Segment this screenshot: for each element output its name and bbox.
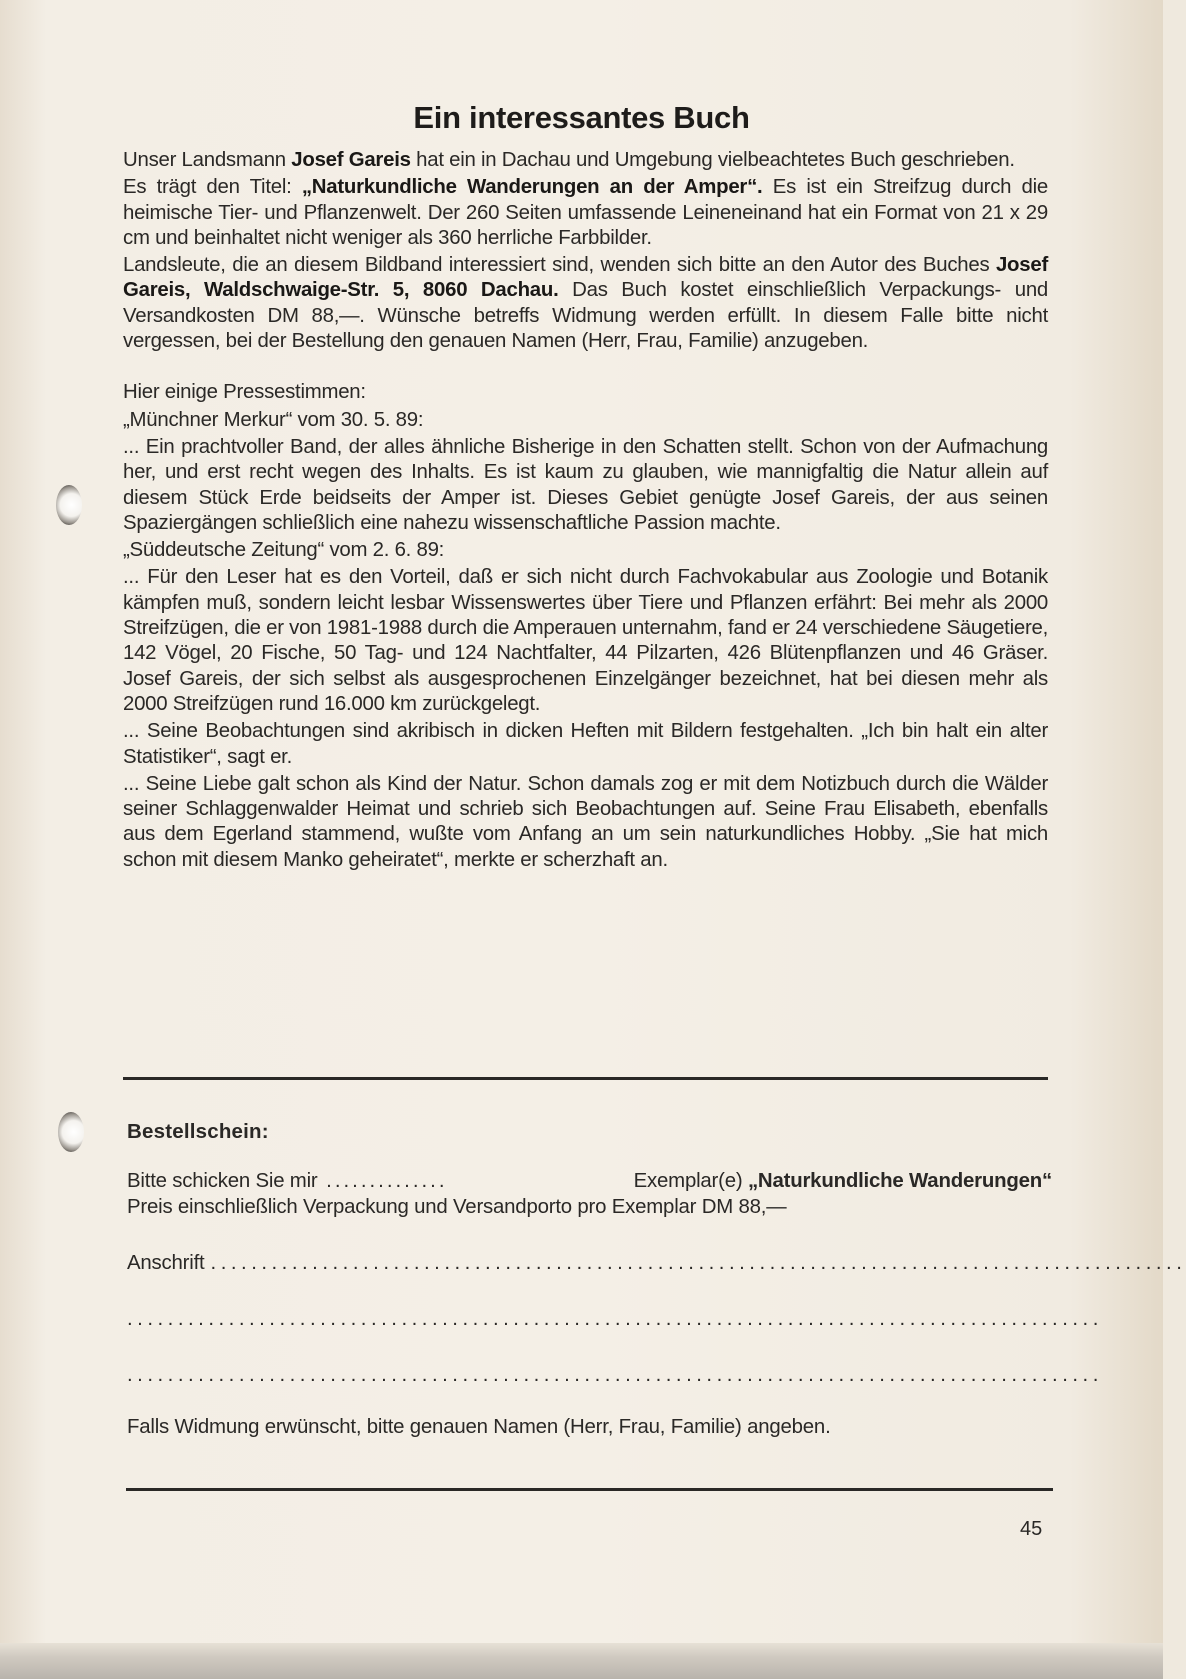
press-quote-2: ... Für den Leser hat es den Vorteil, daß er sich nicht durch Fachvokabular aus Zoologie und Botanik kämpfen muß, sondern leicht lesbar Wissenswertes über Tiere und Pflanzen erfährt: Bei mehr als 2000 Streifzügen, die er von 1981-1988 durch die Amperauen unternahm, fand er 24 verschiedene Säugetiere, 142 Vögel, 20 Fische, 50 Tag- und 124 Nachtfalter, 44 Pilzarten, 426 Blütenpflanzen und 46 Gräser. Josef Gareis, der sich selbst als ausgesprochenen Einzelgänger bezeichnet, hat bei diesen mehr als 2000 Streifzügen rund 16.000 km zurückgelegt. bbox=[123, 566, 1048, 715]
press-quote-4: ... Seine Liebe galt schon als Kind der Natur. Schon damals zog er mit dem Notizbuch durch die Wälder seiner Schlaggenwalder Heimat und schrieb sich Beobachtungen auf. Seine Frau Elisabeth, ebenfalls aus dem Egerland stammend, wußte vom Anfang an um sein naturkundliches Hobby. „Sie hat mich schon mit diesem Manko geheiratet“, merkte er scherzhaft an. bbox=[123, 772, 1048, 871]
page-number: 45 bbox=[1020, 1518, 1043, 1540]
order-product-title: „Naturkundliche Wanderungen“ bbox=[747, 1170, 1052, 1192]
divider-bottom bbox=[126, 1488, 1053, 1491]
address-blank-line-3 bbox=[127, 1364, 1103, 1387]
intro-paragraph-1 bbox=[123, 148, 1048, 173]
address-blank: ................................................................................................ bbox=[127, 1364, 1103, 1386]
punch-hole-top bbox=[56, 485, 82, 525]
press-source-1: „Münchner Merkur“ vom 30. 5. 89: bbox=[123, 408, 424, 431]
author-name: Josef Gareis bbox=[291, 149, 411, 171]
quantity-blank: .............. bbox=[317, 1170, 448, 1192]
book-title: „Naturkundliche Wanderungen an der Amper“. bbox=[301, 176, 763, 199]
text-run: Unser Landsmann bbox=[123, 149, 292, 171]
intro-paragraph-3 bbox=[123, 253, 1048, 354]
author-address: Josef Gareis, Waldschwaige-Str. 5, 8060 Dachau. bbox=[123, 254, 1048, 302]
order-product bbox=[634, 1170, 1052, 1193]
text-run: Das Buch kostet einschließlich Verpackungs- und Versandkosten DM 88,—. Wünsche betreffs Widmung werden erfüllt. In diesem Falle bitte nicht vergessen, bei der Bestellung den genauen Namen (Herr, Frau, Familie) anzugeben. bbox=[123, 279, 1048, 353]
order-quantity-line bbox=[127, 1170, 1052, 1193]
dedication-note: Falls Widmung erwünscht, bitte genauen Namen (Herr, Frau, Familie) angeben. bbox=[127, 1416, 831, 1438]
divider-top bbox=[123, 1077, 1048, 1080]
article-body bbox=[123, 148, 1048, 875]
order-price-line: Preis einschließlich Verpackung und Versandporto pro Exemplar DM 88,— bbox=[127, 1196, 787, 1218]
text-run: Es trägt den Titel: bbox=[123, 176, 302, 199]
address-line bbox=[127, 1252, 1186, 1275]
order-text: Exemplar(e) bbox=[633, 1170, 748, 1192]
address-blank-line-2 bbox=[127, 1308, 1103, 1331]
address-blank: ................................................................................................ bbox=[127, 1308, 1103, 1330]
address-blank: ................................................................................................ bbox=[210, 1252, 1186, 1274]
order-form-title: Bestellschein: bbox=[127, 1120, 269, 1143]
order-text: Bitte schicken Sie mir bbox=[127, 1170, 318, 1192]
punch-hole-bottom bbox=[58, 1112, 84, 1152]
press-heading: Hier einige Pressestimmen: bbox=[123, 381, 366, 404]
intro-paragraph-2 bbox=[123, 175, 1048, 251]
press-quote-3: ... Seine Beobachtungen sind akribisch in dicken Heften mit Bildern festgehalten. „Ich bin halt ein alter Statistiker“, sagt er. bbox=[123, 720, 1048, 768]
page-title: Ein interessantes Buch bbox=[413, 100, 750, 135]
text-run: Landsleute, die an diesem Bildband interessiert sind, wenden sich bitte an den Autor des Buches bbox=[123, 254, 996, 277]
press-quote-1: ... Ein prachtvoller Band, der alles ähnliche Bisherige in den Schatten stellt. Schon von der Aufmachung her, und erst recht wegen des Inhalts. Es ist kaum zu glauben, wie mannigfaltig die Natur allein auf diesem Stück Erde beidseits der Amper ist. Dieses Gebiet genügte Josef Gareis, der aus seinen Spaziergängen schließlich eine nahezu wissenschaftliche Passion machte. bbox=[123, 435, 1048, 534]
text-run: Es ist ein Streifzug durch die heimische Tier- und Pflanzenwelt. Der 260 Seiten umfassende Leineneinand hat ein Format von 21 x 29 cm und beinhaltet nicht weniger als 360 herrliche Farbbilder. bbox=[123, 176, 1049, 249]
address-label: Anschrift bbox=[127, 1252, 205, 1274]
text-run: hat ein in Dachau und Umgebung vielbeachtetes Buch geschrieben. bbox=[410, 149, 1015, 171]
press-source-2: „Süddeutsche Zeitung“ vom 2. 6. 89: bbox=[123, 539, 445, 562]
